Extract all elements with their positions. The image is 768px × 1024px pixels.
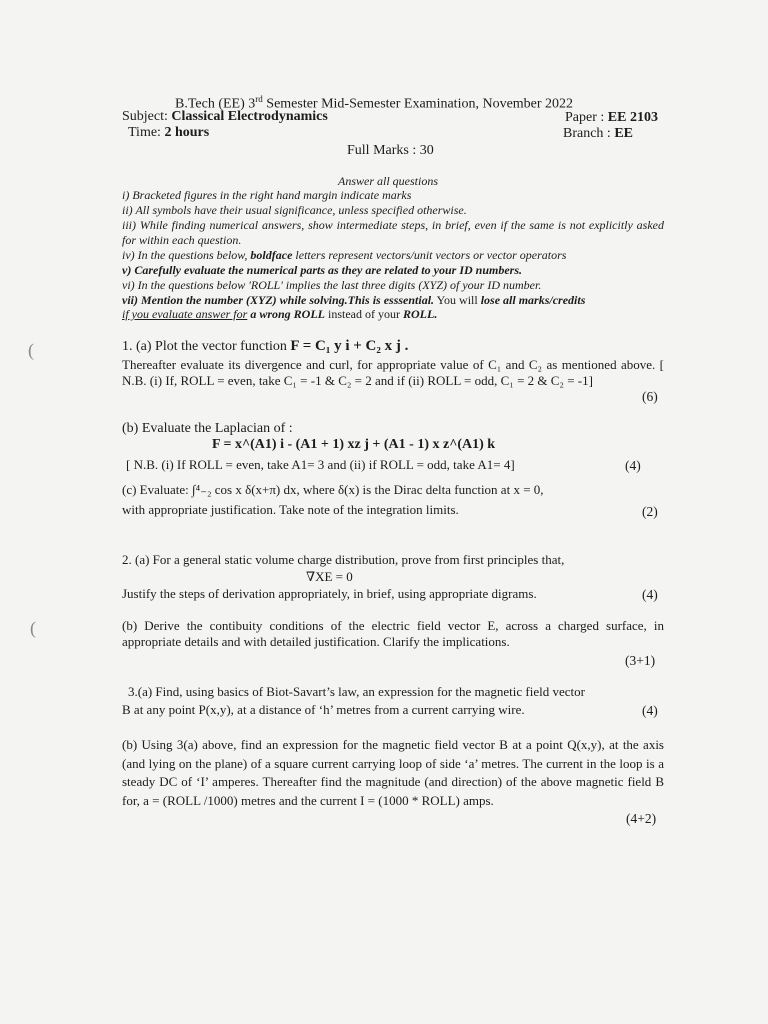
paper-code: Paper : EE 2103	[565, 110, 658, 125]
instruction-vi: vi) In the questions below 'ROLL' implies the last three digits (XYZ) of your ID number.	[122, 278, 542, 292]
q1b-marks: (4)	[625, 458, 641, 473]
q1b-formula: F = x^(A1) i - (A1 + 1) xz j + (A1 - 1) x z^(A1) k	[212, 437, 496, 452]
instruction-vii-cont: if you evaluate answer for a wrong ROLL instead of your ROLL.	[122, 307, 438, 321]
q2a-line3: Justify the steps of derivation appropriately, in brief, using appropriate digrams.	[122, 586, 537, 601]
q3a-line1: 3.(a) Find, using basics of Biot-Savart’s law, an expression for the magnetic field vector	[128, 684, 585, 699]
punch-hole-mark: (	[30, 618, 36, 638]
q3b-body: (b) Using 3(a) above, find an expression for the magnetic field vector B at a point Q(x,y), at the axis (and lying on the plane) of a square current carrying loop of side ‘a’ metres. The current in the loop is a steady DC of ‘I’ amperes. Thereafter find the magnitude (and direction) of the above magnetic field B for, a = (ROLL /1000) metres and the current I = (1000 * ROLL) amps.	[122, 737, 664, 808]
q1a-marks: (6)	[642, 389, 658, 404]
time-line: Time: 2 hours	[128, 125, 210, 140]
instruction-iii: iii) While finding numerical answers, show intermediate steps, in brief, even if the same is not explicitly asked for within each question.	[122, 218, 664, 247]
full-marks: Full Marks : 30	[347, 143, 434, 158]
q3b-marks: (4+2)	[626, 811, 657, 826]
punch-hole-mark: (	[28, 340, 34, 360]
q2b-body: (b) Derive the contibuity conditions of the electric field vector E, across a charged surface, in appropriate details and with detailed justification. Clarify the implications.	[122, 618, 664, 649]
q3a-marks: (4)	[642, 703, 658, 718]
q1a-body: Thereafter evaluate its divergence and curl, for appropriate value of C₁ and C₂ as mentioned above. [ N.B. (i) If, ROLL = even, take C₁ = -1 & C₂ = 2 and if (ii) ROLL = odd, C₁ = 2 & C₂ = -1]	[122, 357, 664, 388]
q1c-marks: (2)	[642, 504, 658, 519]
q2b-marks: (3+1)	[625, 653, 656, 668]
q1c-line2: with appropriate justification. Take note of the integration limits.	[122, 502, 459, 517]
instruction-v: v) Carefully evaluate the numerical parts as they are related to your ID numbers.	[122, 263, 522, 277]
instruction-ii: ii) All symbols have their usual significance, unless specified otherwise.	[122, 203, 467, 217]
instructions-heading: Answer all questions	[338, 174, 439, 188]
subject-line: Subject: Classical Electrodynamics	[122, 109, 328, 124]
q1a-heading: 1. (a) Plot the vector function F = C₁ y i + C₂ x j .	[122, 338, 409, 354]
instruction-iv: iv) In the questions below, boldface letters represent vectors/unit vectors or vector operators	[122, 248, 567, 262]
branch-line: Branch : EE	[563, 126, 634, 141]
q1c-heading: (c) Evaluate: ∫⁴₋₂ cos x δ(x+π) dx, where δ(x) is the Dirac delta function at x = 0,	[122, 482, 544, 497]
q2a-heading: 2. (a) For a general static volume charge distribution, prove from first principles that,	[122, 552, 565, 567]
exam-title: B.Tech (EE) 3rd Semester Mid-Semester Examination, November 2022	[175, 94, 574, 112]
q2a-marks: (4)	[642, 587, 658, 602]
instruction-i: i) Bracketed figures in the right hand margin indicate marks	[122, 188, 412, 202]
q3a-line2: B at any point P(x,y), at a distance of ‘h’ metres from a current carrying wire.	[122, 702, 525, 717]
q1b-heading: (b) Evaluate the Laplacian of :	[122, 421, 293, 436]
instruction-vii: vii) Mention the number (XYZ) while solving.This is esssential. You will lose all marks/credits	[122, 293, 586, 307]
q2a-equation: ∇XE = 0	[306, 569, 353, 584]
q1b-nb: [ N.B. (i) If ROLL = even, take A1= 3 and (ii) if ROLL = odd, take A1= 4]	[126, 457, 515, 472]
